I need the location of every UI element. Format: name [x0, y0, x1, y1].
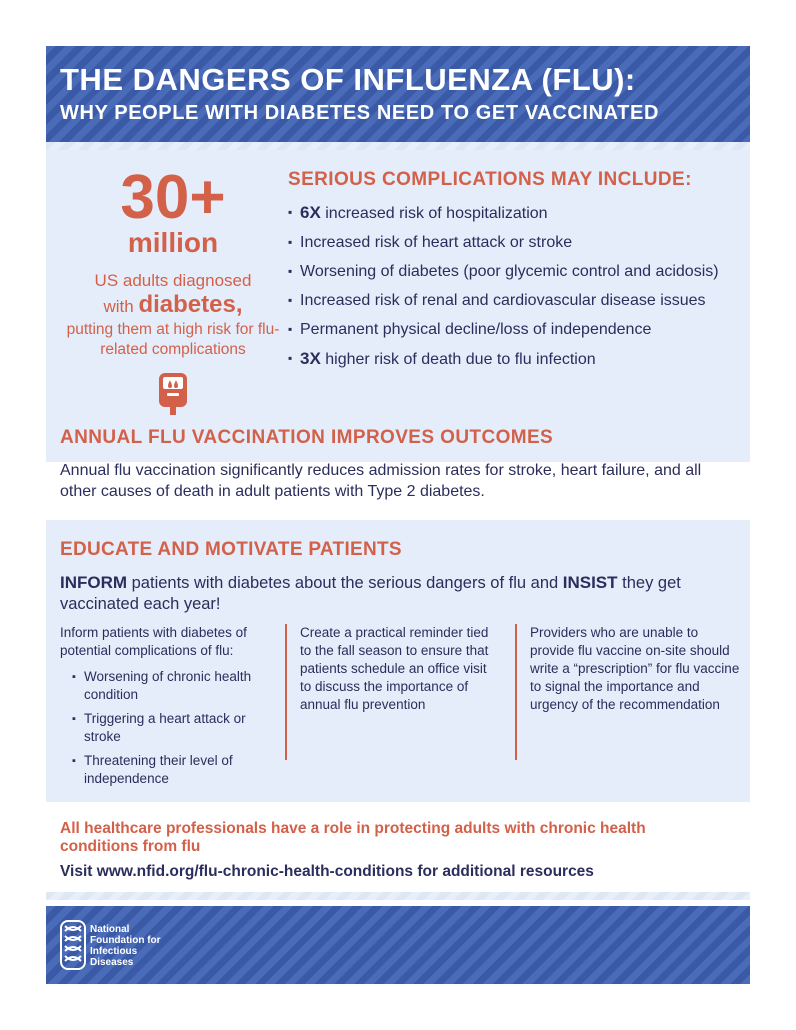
- footer-banner: [46, 906, 750, 984]
- column-prescription: Providers who are unable to provide flu vaccine on-site should write a “prescription” for flu vaccine to signal the importance and urgency of the recommendation: [530, 625, 740, 712]
- complications-block: [288, 168, 738, 378]
- educate-title: EDUCATE AND MOTIVATE PATIENTS: [60, 539, 402, 560]
- logo-line: Diseases: [90, 957, 134, 968]
- column-divider: [515, 624, 517, 760]
- list-item: [288, 319, 738, 340]
- annual-vaccination-section: [60, 426, 750, 502]
- call-to-action: All healthcare professionals have a role in protecting adults with chronic health conditions from flu: [60, 820, 646, 855]
- complications-list: [288, 202, 738, 370]
- item-text: increased risk of hospitalization: [320, 205, 548, 222]
- item-emphasis: 3X: [300, 349, 321, 368]
- complications-title: SERIOUS COMPLICATIONS MAY INCLUDE:: [288, 169, 692, 190]
- list-item: [288, 202, 738, 224]
- item-text: Permanent physical decline/loss of independence: [300, 321, 652, 338]
- page-subtitle: WHY PEOPLE WITH DIABETES NEED TO GET VACCINATED: [60, 102, 659, 124]
- header-banner: [46, 46, 750, 142]
- nfid-logo[interactable]: [60, 920, 161, 970]
- annual-title: ANNUAL FLU VACCINATION IMPROVES OUTCOMES: [60, 427, 554, 448]
- column-divider: [285, 624, 287, 760]
- annual-body: Annual flu vaccination significantly reduces admission rates for stroke, heart failure, and all other causes of death in adult patients with Type 2 diabetes.: [60, 462, 702, 500]
- glucose-meter-icon: [158, 372, 188, 416]
- stat-line-1: US adults diagnosed: [94, 271, 252, 290]
- logo-line: Infectious: [90, 946, 138, 957]
- list-item: [288, 348, 738, 370]
- item-text: Increased risk of renal and cardiovascular disease issues: [300, 292, 706, 309]
- decorative-strip: [46, 142, 750, 150]
- decorative-strip: [46, 892, 750, 900]
- stat-line-3: putting them at high risk for flu-related complications: [66, 321, 280, 358]
- item-text: Worsening of diabetes (poor glycemic control and acidosis): [300, 263, 719, 280]
- stat-line-2: [66, 292, 280, 320]
- list-item: [288, 261, 738, 282]
- column-list: [60, 668, 274, 788]
- resource-link[interactable]: Visit www.nfid.org/flu-chronic-health-conditions for additional resources: [60, 863, 594, 880]
- item-text: Increased risk of heart attack or stroke: [300, 234, 573, 251]
- stat-number: 30+: [120, 163, 226, 232]
- educate-section: [46, 520, 750, 802]
- column-inform: [60, 624, 274, 794]
- column-reminder: Create a practical reminder tied to the fall season to ensure that patients schedule an office visit to discuss the importance of annual flu prevention: [300, 625, 489, 712]
- column-intro: Inform patients with diabetes of potential complications of flu:: [60, 625, 247, 658]
- inform-text-2: they get vaccinated each year!: [60, 574, 681, 613]
- insist-keyword: INSIST: [562, 573, 618, 592]
- list-item: ▪ Triggering a heart attack or stroke: [72, 710, 274, 746]
- inform-text-1: patients with diabetes about the serious dangers of flu and: [127, 574, 563, 592]
- item-emphasis: 6X: [300, 203, 321, 222]
- page-title: THE DANGERS OF INFLUENZA (FLU):: [60, 62, 636, 97]
- item-text: higher risk of death due to flu infection: [320, 351, 596, 368]
- stats-section: [46, 150, 750, 462]
- stat-diabetes-word: diabetes,: [138, 291, 243, 318]
- inform-statement: [60, 572, 740, 615]
- list-item: [288, 290, 738, 311]
- list-item: ▪ Worsening of chronic health condition: [72, 668, 274, 704]
- stat-unit: million: [127, 227, 219, 258]
- list-item: ▪ Threatening their level of independence: [72, 752, 274, 788]
- flyer-page: [46, 46, 750, 984]
- list-item: [288, 232, 738, 253]
- stat-line-2-prefix: with: [103, 297, 139, 316]
- logo-text: [90, 924, 161, 968]
- logo-line: National: [90, 924, 130, 935]
- inform-keyword: INFORM: [60, 573, 128, 592]
- nfid-logo-icon: [60, 920, 86, 970]
- diabetes-stat: [66, 163, 280, 416]
- logo-line: Foundation for: [90, 935, 161, 946]
